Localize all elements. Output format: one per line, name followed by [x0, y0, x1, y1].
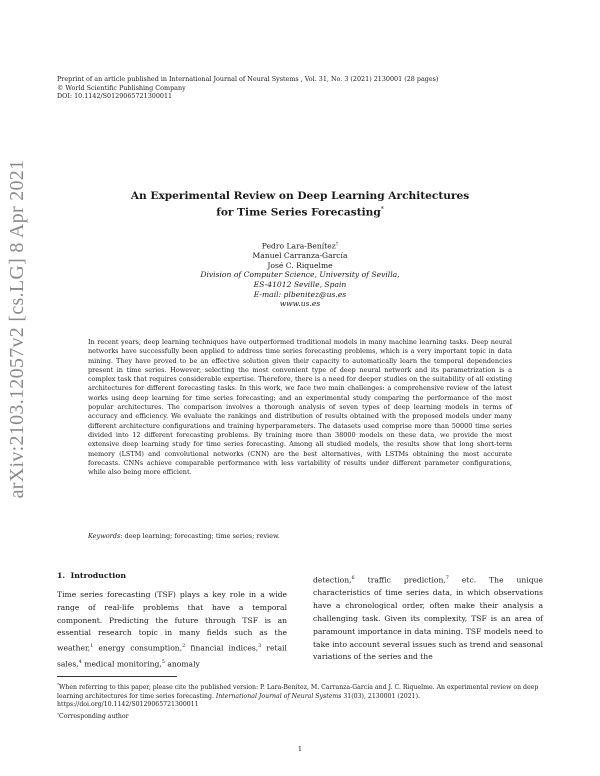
- intro-text: Time series forecasting (TSF) plays a key role in a wide range of real-life problems that have a temporal component. Predicting the future through TSF is an essential research topic in many fields such as the weather,: [57, 590, 287, 653]
- intro-text: etc. The unique characteristics of time series data, in which observations have a chronological order, often make their analysis a challenging task. Given its complexity, TSF is an area of paramount importance in data mining. TSF models need to take into account several issues such as trend and seasonal variations of the series and the: [313, 575, 543, 662]
- footnotes: [57, 681, 543, 722]
- footnote-mark: *: [57, 682, 60, 687]
- author-1-mark: †: [335, 241, 339, 247]
- arxiv-stamp: arXiv:2103.12057v2 [cs.LG] 8 Apr 2021: [6, 159, 28, 499]
- affiliation-line-1: Division of Computer Science, University of Sevilla,: [200, 270, 400, 280]
- preprint-line: Preprint of an article published in International Journal of Neural Systems , Vol. 31, No. 3 (2021) 2130001 (28 pages): [57, 75, 439, 83]
- intro-column-2: [313, 572, 543, 664]
- abstract: In recent years, deep learning techniques have outperformed traditional models in many machine learning tasks. Deep neural networks have successfully been applied to address time series forecasting problems, which is a very important topic in data mining. They have proved to be an effective solution given their capacity to automatically learn the temporal dependencies present in time series. However, selecting the most convenient type of deep neural network and its parametrization is a complex task that requires considerable expertise. Therefore, there is a need for deeper studies on the suitability of all existing architectures for different forecasting tasks. In this work, we face two main challenges: a comprehensive review of the latest works using deep learning for time series forecasting; and an experimental study comparing the performance of the most popular architectures. The comparison involves a thorough analysis of seven types of deep learning models in terms of accuracy and efficiency. We evaluate the rankings and distribution of results obtained with the proposed models under many different architecture configurations and training hyperparameters. The datasets used comprise more than 50000 time series divided into 12 different forecasting problems. By training more than 38000 models on these data, we provide the most extensive deep learning study for time series forecasting. Among all studied models, the results show that long short-term memory (LSTM) and convolutional networks (CNN) are the best alternatives, with LSTMs obtaining the most accurate forecasts. CNNs achieve comparable performance with less variability of results under different parameter configurations, while also being more efficient.: [88, 338, 512, 477]
- intro-text: detection,: [313, 575, 352, 585]
- author-2: Manuel Carranza-García: [252, 251, 348, 261]
- intro-text: financial indices,: [185, 643, 259, 653]
- title-line-1: An Experimental Review on Deep Learning Architectures: [130, 190, 470, 202]
- citation-ref: 1: [90, 643, 94, 650]
- intro-column-1: [57, 589, 287, 671]
- affiliation-line-2: ES-41012 Seville, Spain: [253, 279, 347, 289]
- footnote-text: When referring to this paper, please cite the published version: P. Lara-Benítez, M. Carranza-García and J. C. Riquelme. An experimental review on deep learning architectures for time series forecasting.: [57, 684, 539, 700]
- citation-ref: 5: [161, 658, 165, 665]
- intro-text: energy consumption,: [93, 643, 183, 653]
- doi-line: DOI: 10.1142/S0129065721300011: [57, 92, 173, 101]
- copyright-line: © World Scientific Publishing Company: [57, 83, 186, 92]
- footnote-doi: 31(03), 2130001 (2021). https://doi.org/10.1142/S0129065721300011: [57, 692, 420, 709]
- email: E-mail: plbenitez@us.es: [253, 289, 347, 299]
- corresponding-author: Corresponding author: [59, 712, 129, 720]
- preprint-header: [57, 75, 438, 101]
- author-block: [60, 240, 540, 309]
- author-3: José C. Riquelme: [267, 260, 333, 270]
- intro-text: traffic prediction,: [354, 575, 446, 585]
- page-number: 1: [297, 745, 303, 753]
- footnote-dagger: †: [57, 710, 60, 716]
- title-footnote-mark: *: [380, 206, 384, 213]
- author-1: Pedro Lara-Benítez: [261, 241, 336, 251]
- intro-text: anomaly: [164, 659, 200, 669]
- intro-text: retail sales,: [57, 643, 287, 669]
- section-number: 1.: [57, 571, 66, 580]
- keywords-text: : deep learning; forecasting; time series; review.: [120, 532, 280, 540]
- citation-ref: 7: [445, 575, 449, 581]
- keywords-label: Keywords: [88, 532, 121, 540]
- citation-ref: 6: [351, 575, 355, 581]
- citation-ref: 4: [78, 658, 82, 665]
- website: www.us.es: [279, 299, 321, 309]
- citation-ref: 2: [182, 643, 186, 650]
- title-line-2: for Time Series Forecasting: [216, 206, 381, 219]
- section-heading: [57, 571, 126, 580]
- footnote-rule: [57, 676, 177, 677]
- journal-name: International Journal of Neural Systems: [215, 692, 342, 700]
- paper-title: [60, 190, 540, 220]
- intro-text: medical monitoring,: [81, 659, 162, 669]
- keywords: [88, 532, 512, 541]
- citation-ref: 3: [258, 643, 262, 650]
- section-title: Introduction: [70, 571, 127, 580]
